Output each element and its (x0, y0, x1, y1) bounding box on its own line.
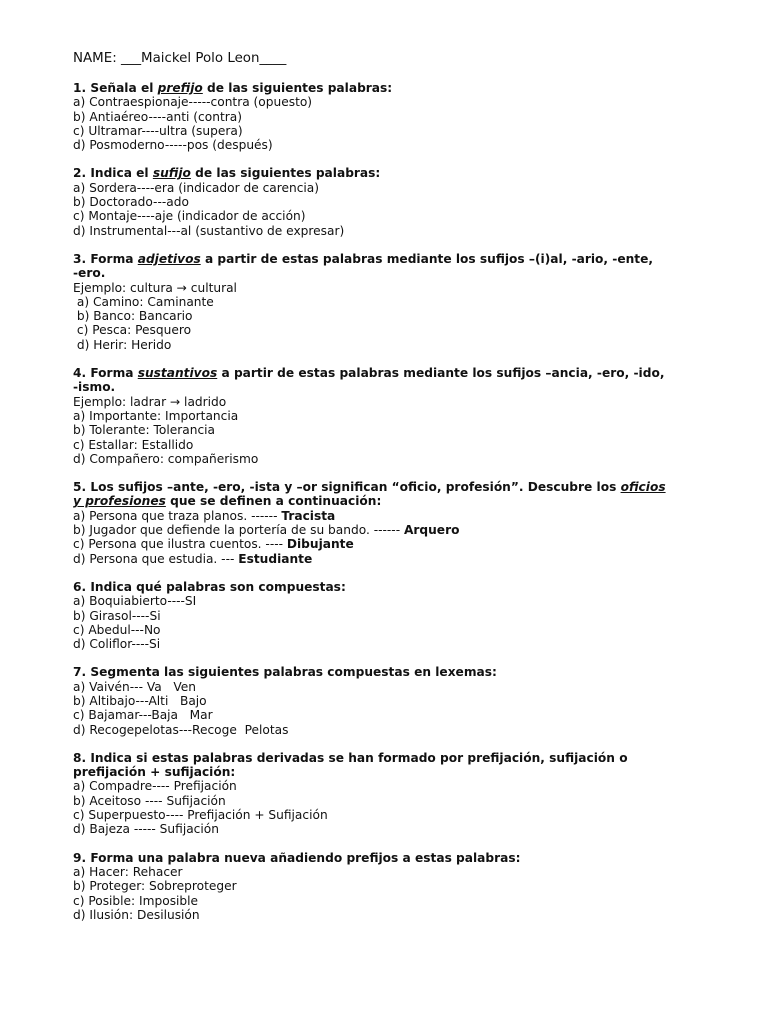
answer-line: c) Ultramar----ultra (supera) (73, 123, 243, 138)
answer-line: d) Recogepelotas---Recoge Pelotas (73, 722, 289, 737)
question-5-keyword-continued: y profesiones (73, 494, 166, 509)
question-4-title (73, 366, 733, 380)
question-5-keyword: oficios (620, 480, 666, 495)
answer-line: a) Sordera----era (indicador de carencia) (73, 180, 320, 195)
answer-line: b) Aceitoso ---- Sufijación (73, 793, 226, 808)
answer-line: d) Ilusión: Desilusión (73, 907, 200, 922)
answer-line: d) Bajeza ----- Sufijación (73, 822, 219, 837)
question-3-title-text: 3. Forma (73, 251, 138, 266)
answer-prompt: a) Persona que traza planos. ------ (73, 508, 282, 523)
answer-line: c) Montaje----aje (indicador de acción) (73, 209, 306, 224)
answer-line: c) Estallar: Estallido (73, 437, 194, 452)
answer-line: c) Abedul---No (73, 622, 161, 637)
question-3-keyword: adjetivos (137, 251, 201, 266)
answer-line: a) Contraespionaje-----contra (opuesto) (73, 95, 313, 110)
question-4-title-continued: -ismo. (73, 380, 116, 395)
worksheet-page (73, 51, 733, 936)
question-4 (73, 366, 733, 466)
answer-line: c) Bajamar---Baja Mar (73, 708, 213, 723)
answer-line: a) Hacer: Rehacer (73, 864, 183, 879)
answer-line: b) Doctorado---ado (73, 195, 189, 210)
question-8 (73, 751, 733, 837)
answer-line: d) Posmoderno-----pos (después) (73, 138, 273, 153)
question-5-title-text: 5. Los sufijos –ante, -ero, -ista y –or significan “oficio, profesión”. Descubre los (73, 480, 621, 495)
answer-line: c) Pesca: Pesquero (73, 323, 192, 338)
question-3 (73, 252, 733, 352)
question-5-title (73, 480, 733, 494)
answer-line (73, 523, 733, 537)
answer-line (73, 552, 733, 566)
question-2 (73, 166, 733, 237)
question-2-title (73, 166, 733, 180)
answer-line: b) Banco: Bancario (73, 309, 193, 324)
question-2-title-text: 2. Indica el (73, 166, 153, 181)
question-5-title-text-end: que se definen a continuación: (165, 494, 382, 509)
question-1-keyword: prefijo (157, 81, 203, 95)
question-8-title-continued: prefijación + sufijación: (73, 765, 236, 780)
answer-line: b) Girasol----Si (73, 608, 161, 623)
question-5 (73, 480, 733, 566)
question-1-title-text-end: de las siguientes palabras: (202, 81, 393, 95)
answer-line: d) Compañero: compañerismo (73, 451, 259, 466)
answer-line: b) Antiaéreo----anti (contra) (73, 109, 242, 124)
answer-line: a) Vaivén--- Va Ven (73, 679, 196, 694)
answer-line (73, 537, 733, 551)
answer-line: d) Instrumental---al (sustantivo de expresar) (73, 223, 345, 238)
question-4-keyword: sustantivos (137, 366, 218, 381)
question-2-keyword: sufijo (152, 166, 191, 181)
answer-value: Arquero (403, 523, 460, 538)
question-6 (73, 580, 733, 651)
question-9-title: 9. Forma una palabra nueva añadiendo prefijos a estas palabras: (73, 850, 521, 865)
question-8-title: 8. Indica si estas palabras derivadas se han formado por prefijación, sufijación o (73, 750, 628, 765)
student-name-line: NAME: ___Maickel Polo Leon____ (73, 51, 287, 66)
example-line: Ejemplo: cultura → cultural (73, 280, 237, 295)
question-4-title-text-end: a partir de estas palabras mediante los sufijos –ancia, -ero, -ido, (217, 366, 665, 381)
answer-prompt: c) Persona que ilustra cuentos. ---- (73, 537, 287, 552)
answer-line: a) Importante: Importancia (73, 408, 239, 423)
answer-line: a) Boquiabierto----SI (73, 594, 197, 609)
question-4-title-text: 4. Forma (73, 366, 138, 381)
answer-line (73, 509, 733, 523)
example-line: Ejemplo: ladrar → ladrido (73, 394, 227, 409)
answer-line: a) Compadre---- Prefijación (73, 779, 237, 794)
question-5-title-continued (73, 494, 733, 508)
answer-line: b) Altibajo---Alti Bajo (73, 693, 207, 708)
question-1-title-text: 1. Señala el (73, 81, 158, 95)
question-7-title: 7. Segmenta las siguientes palabras compuestas en lexemas: (73, 665, 497, 680)
question-3-title-continued: -ero. (73, 266, 106, 281)
answer-value: Dibujante (286, 537, 354, 552)
answer-prompt: d) Persona que estudia. --- (73, 551, 239, 566)
answer-line: c) Posible: Imposible (73, 893, 199, 908)
question-1-title (73, 81, 733, 95)
answer-line: c) Superpuesto---- Prefijación + Sufijación (73, 808, 328, 823)
answer-value: Tracista (281, 508, 336, 523)
question-3-title (73, 252, 733, 266)
question-2-title-text-end: de las siguientes palabras: (190, 166, 381, 181)
question-7 (73, 665, 733, 736)
question-1 (73, 81, 733, 152)
question-6-title: 6. Indica qué palabras son compuestas: (73, 579, 346, 594)
answer-line: a) Camino: Caminante (73, 294, 214, 309)
answer-line: d) Coliflor----Si (73, 637, 161, 652)
answer-line: b) Proteger: Sobreproteger (73, 879, 237, 894)
answer-prompt: b) Jugador que defiende la portería de su bando. ------ (73, 523, 404, 538)
answer-line: d) Herir: Herido (73, 337, 172, 352)
question-9 (73, 851, 733, 922)
question-3-title-text-end: a partir de estas palabras mediante los sufijos –(i)al, -ario, -ente, (200, 251, 654, 266)
answer-value: Estudiante (238, 551, 313, 566)
answer-line: b) Tolerante: Tolerancia (73, 423, 216, 438)
